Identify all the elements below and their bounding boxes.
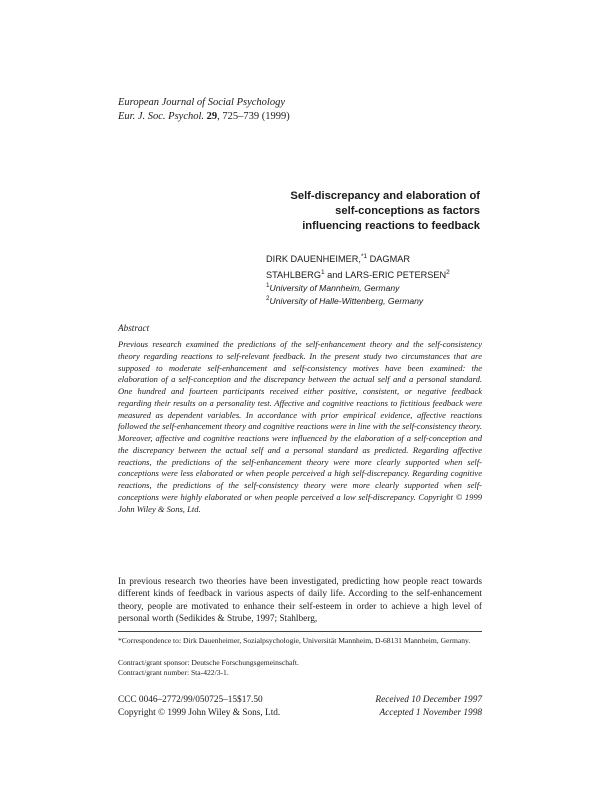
- author-and: and: [327, 270, 343, 281]
- journal-citation: [118, 110, 290, 124]
- title-line-1: Self-discrepancy and elaboration of: [290, 190, 480, 202]
- abstract-heading: Abstract: [118, 323, 150, 333]
- affiliation-1-text: University of Mannheim, Germany: [269, 282, 400, 293]
- affiliation-2-text: University of Halle-Wittenberg, Germany: [269, 295, 424, 306]
- footnote-grant-number: Contract/grant number: Sta-422/3-1.: [118, 668, 229, 677]
- author-3-marker: 2: [446, 269, 450, 277]
- footnote-sponsor: Contract/grant sponsor: Deutsche Forschungsgemeinschaft.: [118, 658, 299, 667]
- journal-header: [118, 96, 290, 124]
- publication-info: [118, 694, 280, 719]
- author-3: LARS-ERIC PETERSEN: [345, 270, 447, 281]
- affiliation-2-number: 2: [266, 295, 270, 302]
- author-2-marker: 1: [320, 269, 325, 277]
- footnote-divider: [118, 631, 482, 632]
- journal-pages-year: , 725–739 (1999): [217, 111, 290, 122]
- affiliation-2: [266, 292, 496, 308]
- author-list: [266, 250, 486, 282]
- author-1: DIRK DAUENHEIMER,: [266, 254, 361, 265]
- title-line-3: influencing reactions to feedback: [302, 220, 480, 232]
- title-line-2: self-conceptions as factors: [335, 205, 480, 217]
- article-title: [200, 189, 480, 234]
- journal-volume: 29: [206, 111, 218, 122]
- journal-abbrev: Eur. J. Soc. Psychol.: [118, 111, 205, 122]
- dates-info: [375, 694, 482, 719]
- copyright-line: Copyright © 1999 John Wiley & Sons, Ltd.: [118, 707, 281, 718]
- received-date: Received 10 December 1997: [375, 695, 482, 705]
- author-2-last: STAHLBERG: [266, 270, 321, 281]
- affiliation-1-number: 1: [266, 282, 270, 289]
- author-1-marker: *1: [360, 253, 368, 260]
- accepted-date: Accepted 1 November 1998: [379, 707, 482, 718]
- author-2-first: DAGMAR: [369, 254, 410, 265]
- intro-paragraph: In previous research two theories have been investigated, predicting how people react towards different kinds of feedback in various aspects of daily life. According to the self-enhancement theory, people are motivated to enhance their self-esteem in order to achieve a high level of personal worth (Sedikides & Strube, 1997; Stahlberg,: [118, 577, 482, 624]
- footnote-correspondence: *Correspondence to: Dirk Dauenheimer, Sozialpsychologie, Universität Mannheim, D-68131 Mannheim, Germany.: [118, 636, 471, 645]
- journal-name: European Journal of Social Psychology: [118, 97, 285, 108]
- ccc-code: CCC 0046–2772/99/050725–15$17.50: [118, 695, 263, 705]
- abstract-body: Previous research examined the predictions of the self-enhancement theory and the self-consistency theory regarding reactions to self-relevant feedback. In the present study two circumstances that are supposed to moderate self-enhancement and self-consistency motives have been examined: the elaboration of a self-conception and the discrepancy between the actual self and a personal standard. One hundred and fourteen participants received either positive, consistent, or negative feedback regarding their results on a personality test. Affective and cognitive reactions to fictitious feedback were measured as dependent variables. In accordance with prior empirical evidence, affective reactions followed the self-enhancement theory and cognitive reactions were in line with the self-consistency theory. Moreover, affective and cognitive reactions were influenced by the elaboration of a self-conception and the discrepancy between the actual self and a personal standard as predicted. Regarding affective reactions, the predictions of the self-enhancement theory were more clearly supported when self-conceptions were less elaborated or when people perceived a high self-discrepancy. Regarding cognitive reactions, the predictions of the self-consistency theory were more clearly supported when self-conceptions were highly elaborated or when people perceived a low self-discrepancy. Copyright © 1999 John Wiley & Sons, Ltd.: [118, 339, 482, 514]
